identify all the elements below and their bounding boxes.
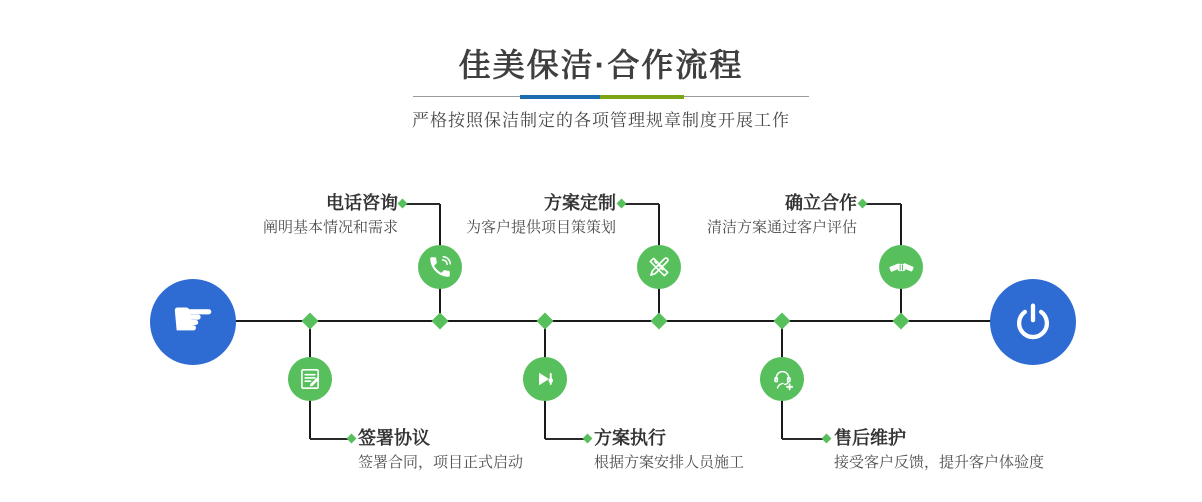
start-node xyxy=(150,279,236,365)
label-diamond xyxy=(347,434,357,444)
step-node-contract xyxy=(288,357,332,401)
label-connector xyxy=(545,438,586,440)
step-node-execute xyxy=(523,357,567,401)
page-subtitle: 严格按照保洁制定的各项管理规章制度开展工作 xyxy=(412,111,790,130)
step-node-handshake xyxy=(879,245,923,289)
headset-plus-icon xyxy=(769,366,796,393)
step-node-phone xyxy=(418,245,462,289)
label-connector xyxy=(863,203,901,205)
divider-green-segment xyxy=(600,95,684,99)
step-desc: 阐明基本情况和需求 xyxy=(262,219,398,236)
step-title: 方案执行 xyxy=(594,428,666,448)
step-node-aftersales xyxy=(760,357,804,401)
label-diamond xyxy=(583,434,593,444)
contract-pen-icon xyxy=(297,366,323,392)
handshake-icon xyxy=(888,254,915,281)
label-connector xyxy=(403,203,440,205)
junction-diamond xyxy=(432,313,449,330)
step-label-cooperate xyxy=(707,193,857,237)
label-diamond xyxy=(617,199,627,209)
step-label-aftersales xyxy=(834,428,1044,472)
step-title: 确立合作 xyxy=(785,193,857,213)
step-desc: 签署合同，项目正式启动 xyxy=(358,454,524,471)
junction-diamond xyxy=(774,313,791,330)
step-title: 售后维护 xyxy=(834,428,906,448)
label-diamond xyxy=(822,434,832,444)
label-connector xyxy=(782,438,825,440)
step-desc: 清洁方案通过客户评估 xyxy=(706,219,857,236)
phone-icon xyxy=(427,254,453,280)
step-desc: 根据方案安排人员施工 xyxy=(594,454,745,471)
page-title: 佳美保洁·合作流程 xyxy=(458,47,744,83)
label-diamond xyxy=(398,199,408,209)
title-divider xyxy=(413,96,809,97)
step-desc: 为客户提供项目策策划 xyxy=(465,219,616,236)
step-label-execute xyxy=(594,428,744,472)
step-title: 签署协议 xyxy=(358,428,430,448)
step-title: 方案定制 xyxy=(544,193,616,213)
divider-blue-segment xyxy=(520,95,600,99)
label-connector xyxy=(310,438,350,440)
pencil-ruler-icon xyxy=(646,254,672,280)
junction-diamond xyxy=(537,313,554,330)
step-label-contract xyxy=(358,428,523,472)
step-desc: 接受客户反馈，提升客户体验度 xyxy=(834,454,1045,471)
step-label-phone xyxy=(263,193,398,237)
end-node xyxy=(990,279,1076,365)
step-label-design xyxy=(466,193,616,237)
label-diamond xyxy=(858,199,868,209)
junction-diamond xyxy=(302,313,319,330)
play-next-icon xyxy=(532,366,558,392)
step-title: 电话咨询 xyxy=(326,193,398,213)
label-connector xyxy=(622,203,659,205)
junction-diamond xyxy=(893,313,910,330)
step-node-design xyxy=(637,245,681,289)
pointing-hand-icon: ☛ xyxy=(170,290,216,348)
power-icon xyxy=(1010,299,1056,345)
junction-diamond xyxy=(651,313,668,330)
